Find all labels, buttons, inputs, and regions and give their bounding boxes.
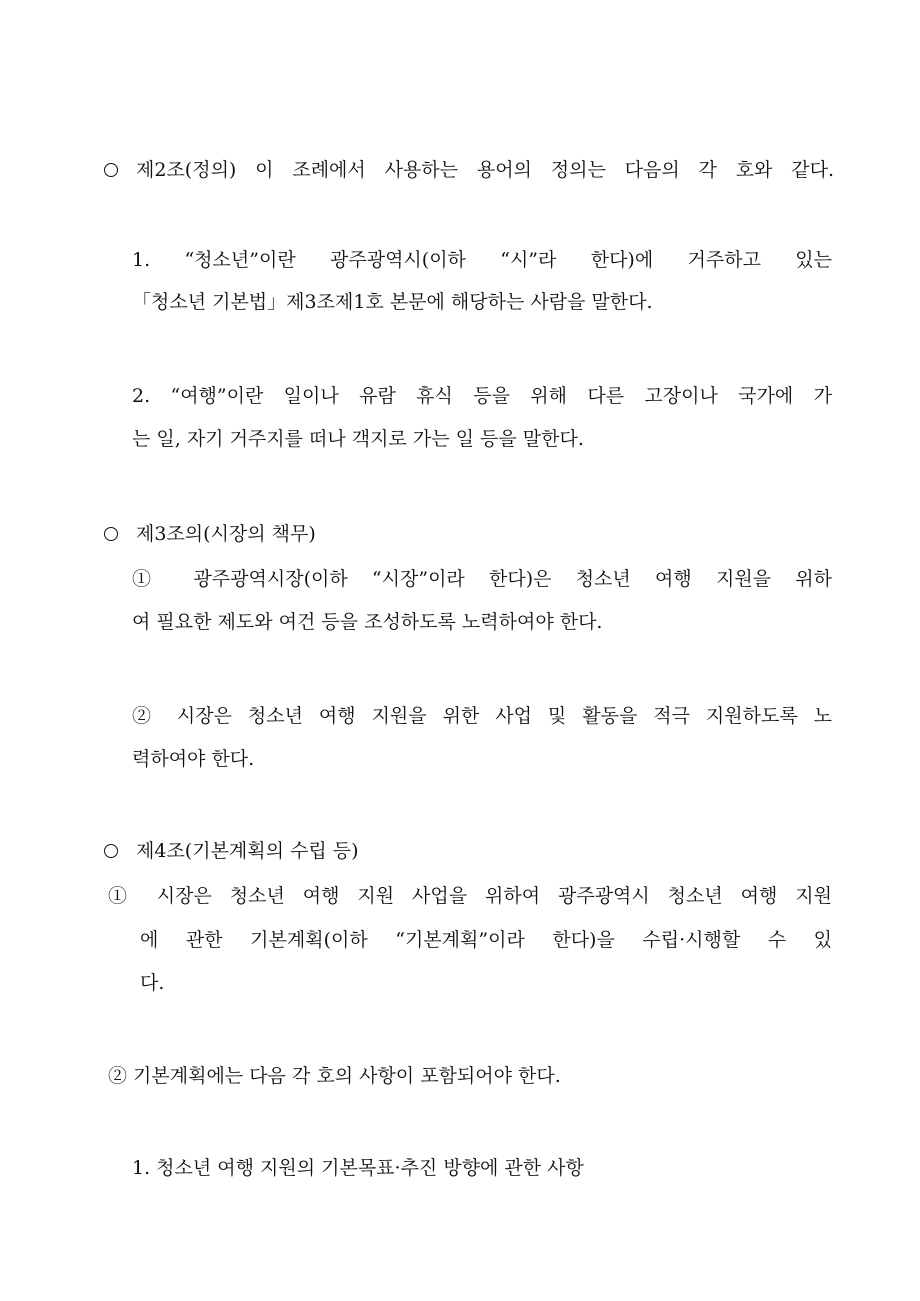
circle-bullet-icon bbox=[104, 844, 118, 858]
article-3-heading bbox=[104, 521, 316, 547]
article-2-heading-text: 제2조(정의) 이 조례에서 사용하는 용어의 정의는 다음의 각 호와 같다. bbox=[136, 159, 834, 181]
article-2-item-2-line-1: 2. “여행”이란 일이나 유람 휴식 등을 위해 다른 고장이나 국가에 가 bbox=[132, 385, 832, 407]
article-4-para-1-line-3: 다. bbox=[140, 972, 165, 994]
article-3-para-2-line-2: 력하여야 한다. bbox=[132, 748, 255, 770]
circle-bullet-icon bbox=[104, 163, 118, 177]
article-4-heading-text: 제4조(기본계획의 수립 등) bbox=[136, 840, 359, 862]
article-2-heading bbox=[104, 157, 834, 183]
article-2-item-1-line-2: 「청소년 기본법」제3조제1호 본문에 해당하는 사람을 말한다. bbox=[132, 291, 653, 313]
article-4-heading bbox=[104, 838, 359, 864]
article-4-item-1: 1. 청소년 여행 지원의 기본목표·추진 방향에 관한 사항 bbox=[132, 1157, 584, 1179]
article-3-para-1-line-1: ① 광주광역시장(이하 “시장”이라 한다)은 청소년 여행 지원을 위하 bbox=[132, 568, 832, 590]
article-4-para-1-line-1: ① 시장은 청소년 여행 지원 사업을 위하여 광주광역시 청소년 여행 지원 bbox=[108, 885, 832, 907]
article-3-para-1-line-2: 여 필요한 제도와 여건 등을 조성하도록 노력하여야 한다. bbox=[132, 611, 603, 633]
article-3-para-2-line-1: ② 시장은 청소년 여행 지원을 위한 사업 및 활동을 적극 지원하도록 노 bbox=[132, 705, 832, 727]
article-4-para-2-line-1: ② 기본계획에는 다음 각 호의 사항이 포함되어야 한다. bbox=[108, 1065, 561, 1087]
article-4-para-1-line-2: 에 관한 기본계획(이하 “기본계획”이라 한다)을 수립·시행할 수 있 bbox=[140, 929, 832, 951]
circle-bullet-icon bbox=[104, 527, 118, 541]
article-2-item-2-line-2: 는 일, 자기 거주지를 떠나 객지로 가는 일 등을 말한다. bbox=[132, 428, 584, 450]
article-2-item-1-line-1: 1. “청소년”이란 광주광역시(이하 “시”라 한다)에 거주하고 있는 bbox=[132, 249, 832, 271]
article-3-heading-text: 제3조의(시장의 책무) bbox=[136, 523, 316, 545]
